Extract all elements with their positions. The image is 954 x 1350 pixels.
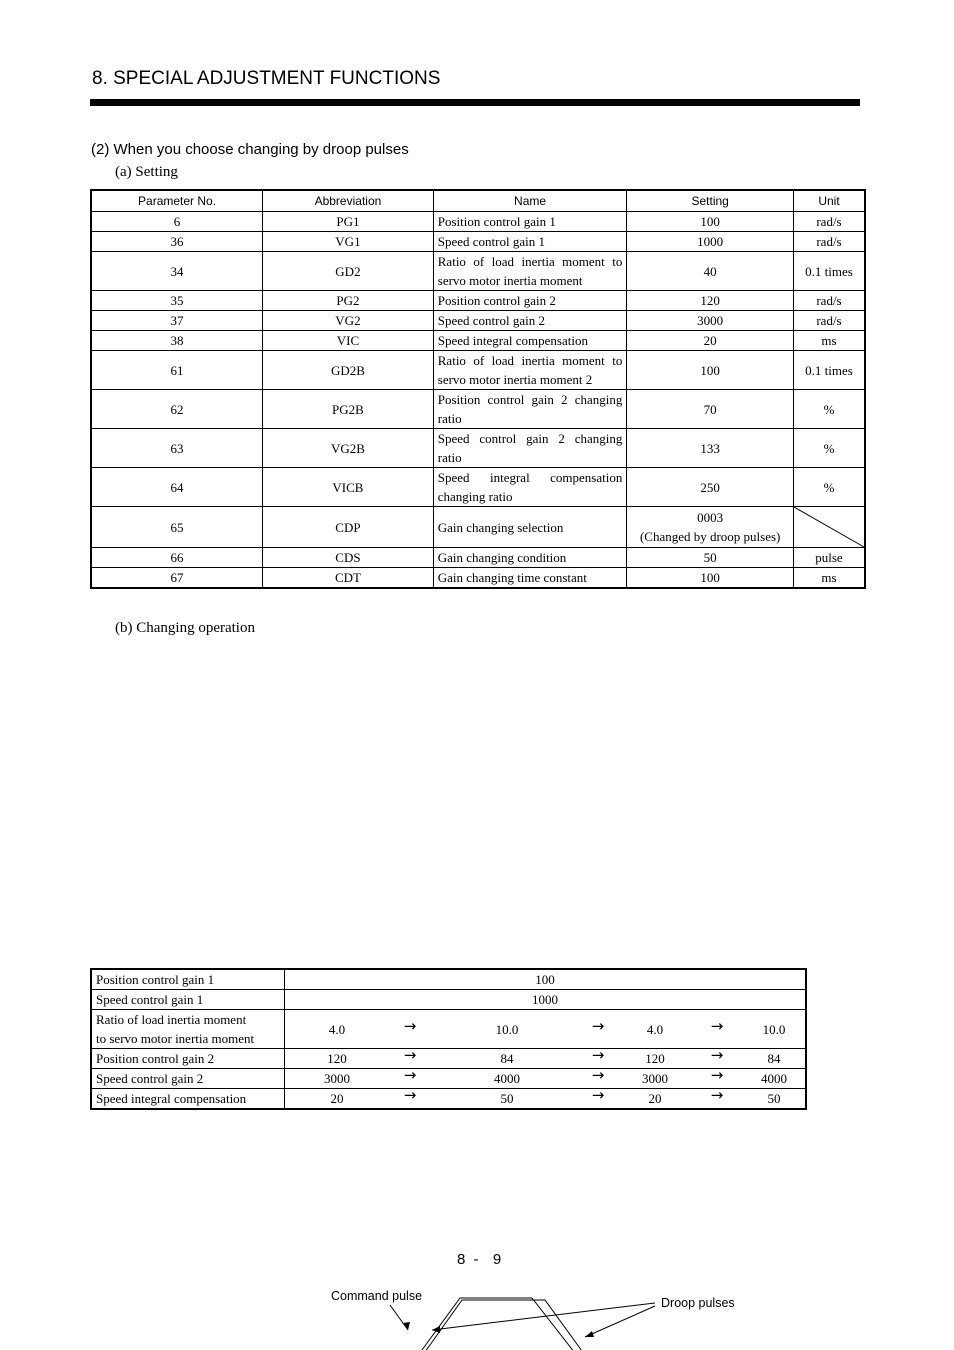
param-name: Position control gain 2 — [433, 291, 627, 311]
table-row — [91, 990, 806, 1010]
gain-values — [285, 1086, 807, 1110]
param-setting: 100 — [627, 568, 794, 589]
table-row — [91, 548, 865, 568]
gain-values — [285, 1066, 807, 1089]
param-no: 62 — [91, 390, 263, 429]
table-row — [91, 1010, 806, 1049]
param-name: Position control gain 2 changing ratio — [433, 390, 627, 429]
param-abbr: VICB — [263, 468, 434, 507]
table-header-row — [91, 190, 865, 212]
section-heading: (2) When you choose changing by droop pulses — [91, 141, 409, 158]
arrow-icon: → — [403, 1046, 417, 1064]
table-row — [91, 507, 865, 548]
param-abbr: VG2B — [263, 429, 434, 468]
gain-label — [91, 1010, 285, 1049]
param-name: Speed integral compensation changing ratio — [433, 468, 627, 507]
gain-value: 50 — [500, 1091, 514, 1106]
gain-label: Speed control gain 1 — [91, 990, 285, 1010]
param-unit: 0.1 times — [793, 351, 865, 390]
page-header-title: 8. SPECIAL ADJUSTMENT FUNCTIONS — [92, 68, 441, 89]
param-name: Speed control gain 2 changing ratio — [433, 429, 627, 468]
droop-arrowhead-2 — [585, 1331, 594, 1337]
arrow-icon: → — [591, 1086, 605, 1104]
operation-heading: (b) Changing operation — [115, 620, 255, 636]
gain-value: 10.0 — [495, 1022, 519, 1037]
param-abbr: CDT — [263, 568, 434, 589]
gain-values — [285, 1046, 807, 1069]
table-row — [91, 232, 865, 252]
gain-value: 50 — [767, 1091, 781, 1106]
param-abbr: CDS — [263, 548, 434, 568]
param-no: 66 — [91, 548, 263, 568]
param-name: Ratio of load inertia moment to servo motor inertia moment 2 — [433, 351, 627, 390]
param-abbr: VG1 — [263, 232, 434, 252]
setting-heading: (a) Setting — [115, 164, 178, 180]
param-abbr: GD2 — [263, 252, 434, 291]
param-name: Gain changing selection — [433, 507, 627, 548]
gain-value: 20 — [648, 1091, 662, 1106]
gain-value: 84 — [500, 1051, 514, 1066]
gain-value: 120 — [645, 1051, 665, 1066]
param-setting: 1000 — [627, 232, 794, 252]
command-pulse-label: Command pulse — [331, 1289, 423, 1303]
param-setting-line2: (Changed by droop pulses) — [639, 529, 781, 544]
arrow-icon: → — [403, 1017, 417, 1035]
arrow-icon: → — [710, 1046, 724, 1064]
arrow-icon: → — [710, 1066, 724, 1084]
param-setting: 100 — [627, 212, 794, 232]
param-name: Speed control gain 1 — [433, 232, 627, 252]
gain-label: Position control gain 2 — [91, 1049, 285, 1069]
table-row — [91, 969, 806, 990]
param-unit: ms — [793, 331, 865, 351]
param-no: 61 — [91, 351, 263, 390]
table-row — [91, 351, 865, 390]
droop-arrowhead-1 — [432, 1326, 440, 1333]
param-no: 67 — [91, 568, 263, 589]
table-row — [91, 468, 865, 507]
gain-value: 4000 — [761, 1071, 787, 1086]
command-pulse-arrowhead — [403, 1322, 410, 1330]
param-abbr: PG1 — [263, 212, 434, 232]
gain-label: Speed integral compensation — [91, 1089, 285, 1110]
table-row — [91, 311, 865, 331]
param-setting: 100 — [627, 351, 794, 390]
param-no: 38 — [91, 331, 263, 351]
gain-value: 84 — [767, 1051, 781, 1066]
droop-pulse-line — [370, 1300, 809, 1350]
command-pulse-leader — [390, 1305, 408, 1330]
gain-value: 4.0 — [328, 1022, 346, 1037]
diagonal-slash — [794, 507, 864, 547]
table-row — [91, 568, 865, 589]
param-no: 65 — [91, 507, 263, 548]
arrow-icon: → — [591, 1046, 605, 1064]
param-abbr: GD2B — [263, 351, 434, 390]
table-row — [91, 212, 865, 232]
gain-label-line2: to servo motor inertia moment — [96, 1031, 255, 1046]
param-no: 35 — [91, 291, 263, 311]
table-row — [91, 1049, 806, 1069]
table-row — [91, 252, 865, 291]
arrow-icon: → — [591, 1066, 605, 1084]
param-unit: rad/s — [793, 311, 865, 331]
param-no: 64 — [91, 468, 263, 507]
param-name: Speed control gain 2 — [433, 311, 627, 331]
param-name: Gain changing time constant — [433, 568, 627, 589]
param-no: 37 — [91, 311, 263, 331]
param-setting: 250 — [627, 468, 794, 507]
param-setting: 70 — [627, 390, 794, 429]
arrow-icon: → — [710, 1086, 724, 1104]
table-row — [91, 291, 865, 311]
param-no: 36 — [91, 232, 263, 252]
param-abbr: VG2 — [263, 311, 434, 331]
param-unit: % — [793, 468, 865, 507]
header-rule — [90, 99, 860, 106]
param-abbr: VIC — [263, 331, 434, 351]
header-setting: Setting — [627, 190, 794, 212]
param-unit: pulse — [793, 548, 865, 568]
param-no: 63 — [91, 429, 263, 468]
table-row — [91, 429, 865, 468]
table-row — [91, 1069, 806, 1089]
param-unit: 0.1 times — [793, 252, 865, 291]
gain-values-table — [90, 968, 807, 1110]
droop-leader-1 — [432, 1303, 655, 1330]
param-unit: ms — [793, 568, 865, 589]
param-unit: rad/s — [793, 212, 865, 232]
param-no: 6 — [91, 212, 263, 232]
param-setting: 133 — [627, 429, 794, 468]
arrow-icon: → — [403, 1066, 417, 1084]
gain-value: 3000 — [642, 1071, 668, 1086]
gain-label-line1: Ratio of load inertia moment — [96, 1012, 247, 1027]
param-abbr: PG2B — [263, 390, 434, 429]
gain-values — [285, 1010, 807, 1049]
param-unit: rad/s — [793, 232, 865, 252]
arrow-icon: → — [710, 1017, 724, 1035]
table-row — [91, 1089, 806, 1110]
param-name: Speed integral compensation — [433, 331, 627, 351]
param-setting: 50 — [627, 548, 794, 568]
gain-value: 4000 — [494, 1071, 520, 1086]
gain-value: 3000 — [324, 1071, 350, 1086]
gain-value: 10.0 — [762, 1022, 786, 1037]
param-abbr: PG2 — [263, 291, 434, 311]
header-name: Name — [433, 190, 627, 212]
gain-value: 20 — [330, 1091, 344, 1106]
arrow-icon: → — [403, 1086, 417, 1104]
param-no: 34 — [91, 252, 263, 291]
gain-label: Speed control gain 2 — [91, 1069, 285, 1089]
arrow-icon: → — [591, 1017, 605, 1035]
droop-pulses-label: Droop pulses — [661, 1296, 735, 1310]
param-setting — [627, 507, 794, 548]
table-row — [91, 331, 865, 351]
param-unit: rad/s — [793, 291, 865, 311]
gain-single-value: 100 — [285, 969, 807, 990]
param-unit: % — [793, 390, 865, 429]
parameter-table — [90, 189, 866, 589]
gain-label: Position control gain 1 — [91, 969, 285, 990]
param-setting-line1: 0003 — [697, 510, 724, 525]
param-setting: 20 — [627, 331, 794, 351]
param-name: Position control gain 1 — [433, 212, 627, 232]
header-abbreviation: Abbreviation — [263, 190, 434, 212]
gain-single-value: 1000 — [285, 990, 807, 1010]
param-setting: 3000 — [627, 311, 794, 331]
gain-value: 120 — [327, 1051, 347, 1066]
gain-value: 4.0 — [646, 1022, 664, 1037]
param-unit: % — [793, 429, 865, 468]
table-row — [91, 390, 865, 429]
command-pulse-line — [370, 1298, 809, 1350]
header-unit: Unit — [793, 190, 865, 212]
page-number: 8 - 9 — [457, 1251, 504, 1268]
param-abbr: CDP — [263, 507, 434, 548]
param-name: Ratio of load inertia moment to servo motor inertia moment — [433, 252, 627, 291]
param-name: Gain changing condition — [433, 548, 627, 568]
param-unit-empty — [793, 507, 865, 548]
param-setting: 120 — [627, 291, 794, 311]
param-setting: 40 — [627, 252, 794, 291]
header-parameter-no: Parameter No. — [91, 190, 263, 212]
